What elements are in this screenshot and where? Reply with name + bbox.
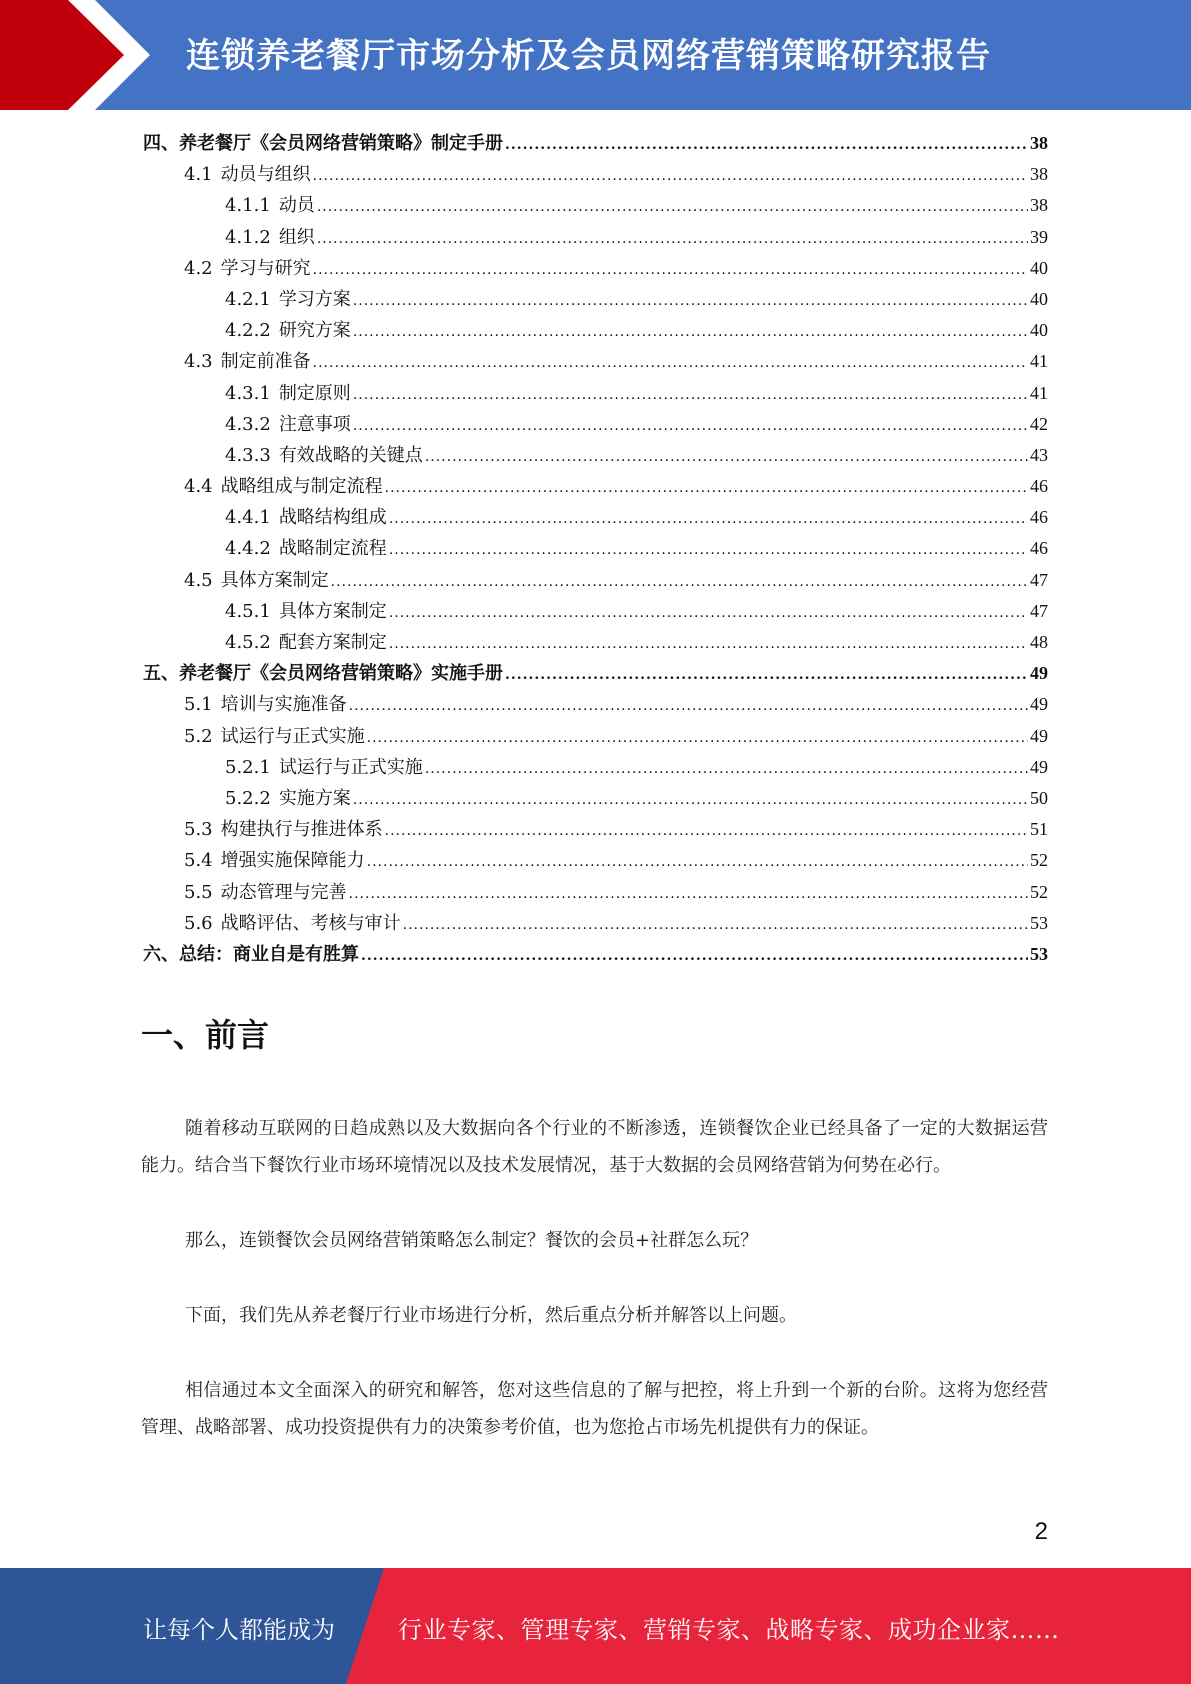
footer-slogan-left: 让每个人都能成为 [143,1616,335,1644]
toc-entry[interactable] [143,533,1048,564]
toc-entry-title: 制定原则 [278,382,351,404]
toc-entry-page: 49 [1030,756,1048,777]
toc-entry-title: 具体方案制定 [220,569,329,591]
toc-entry[interactable] [143,627,1048,658]
toc-entry[interactable] [143,565,1048,596]
toc-dot-leader [385,473,1028,504]
toc-entry-title: 战略评估、考核与审计 [220,912,401,934]
toc-entry-title: 试运行与正式实施 [278,756,423,778]
section-body [141,1110,1048,1484]
toc-entry-page: 53 [1030,912,1048,933]
toc-entry-page: 46 [1030,476,1048,497]
toc-dot-leader [313,161,1028,192]
toc-entry-number: 4.2.2 [225,320,271,342]
toc-dot-leader [425,754,1028,785]
toc-entry-number: 4.1.2 [225,226,271,248]
toc-entry-title: 试运行与正式实施 [220,725,365,747]
toc-entry-page: 40 [1030,320,1048,341]
toc-entry[interactable] [143,284,1048,315]
toc-dot-leader [505,130,1028,161]
toc-dot-leader [389,535,1028,566]
toc-entry-title: 组织 [278,226,315,248]
toc-entry-title: 培训与实施准备 [220,694,347,716]
toc-entry[interactable] [143,502,1048,533]
toc-entry[interactable] [143,721,1048,752]
toc-entry[interactable] [143,939,1048,970]
toc-entry-number: 4.3.2 [225,413,271,435]
toc-dot-leader [353,785,1028,816]
toc-entry-title: 学习方案 [278,288,351,310]
toc-entry-page: 38 [1030,133,1048,153]
toc-entry-page: 47 [1030,569,1048,590]
toc-entry-page: 42 [1030,413,1048,434]
toc-entry-number: 5.3 [184,819,213,841]
toc-entry-number: 5.1 [184,694,213,716]
toc-entry-page: 38 [1030,164,1048,185]
toc-dot-leader [349,879,1028,910]
toc-entry-page: 39 [1030,226,1048,247]
toc-entry-number: 4.3 [184,351,213,373]
toc-entry[interactable] [143,814,1048,845]
toc-entry[interactable] [143,596,1048,627]
header-banner [0,0,1191,110]
toc-entry[interactable] [143,190,1048,221]
toc-entry-number: 4.4.2 [225,538,271,560]
toc-entry-number: 5.5 [184,881,213,903]
toc-entry-title: 构建执行与推进体系 [220,819,383,841]
toc-entry-number: 4.2.1 [225,288,271,310]
toc-entry-page: 47 [1030,600,1048,621]
toc-entry[interactable] [143,315,1048,346]
toc-entry-page: 38 [1030,195,1048,216]
toc-dot-leader [403,910,1028,941]
paragraph: 相信通过本文全面深入的研究和解答，您对这些信息的了解与把控，将上升到一个新的台阶。这将为您经营管理、战略部署、成功投资提供有力的决策参考价值，也为您抢占市场先机提供有力的保证。 [141,1380,1048,1438]
toc-dot-leader [317,224,1028,255]
toc-entry-title: 动员 [278,195,315,217]
toc-entry-page: 46 [1030,507,1048,528]
toc-entry[interactable] [143,471,1048,502]
toc-dot-leader [385,816,1028,847]
toc-entry-number: 5.2.2 [225,787,271,809]
toc-entry-title: 战略制定流程 [278,538,387,560]
toc-entry-number: 4.1.1 [225,195,271,217]
toc-entry[interactable] [143,752,1048,783]
toc-entry[interactable] [143,658,1048,689]
toc-dot-leader [331,567,1028,598]
toc-entry[interactable] [143,253,1048,284]
toc-entry-page: 53 [1030,943,1048,964]
toc-entry-page: 41 [1030,351,1048,372]
toc-entry-number: 4.4.1 [225,507,271,529]
toc-entry[interactable] [143,378,1048,409]
toc-entry[interactable] [143,128,1048,159]
toc-entry[interactable] [143,409,1048,440]
toc-entry-page: 48 [1030,632,1048,652]
toc-dot-leader [313,255,1028,286]
footer-slogan-right: 行业专家、管理专家、营销专家、战略专家、成功企业家…… [398,1616,1060,1644]
toc-entry-page: 49 [1030,694,1048,715]
toc-entry-page: 52 [1030,850,1048,871]
toc-entry[interactable] [143,845,1048,876]
toc-dot-leader [389,504,1028,535]
toc-entry-title: 实施方案 [278,787,351,809]
toc-entry-number: 4.5 [184,569,213,591]
toc-entry-number: 4.1 [184,164,213,186]
paragraph: 下面，我们先从养老餐厅行业市场进行分析，然后重点分析并解答以上问题。 [185,1305,797,1326]
toc-entry-title: 战略组成与制定流程 [220,476,383,498]
toc-dot-leader [353,317,1028,348]
toc-dot-leader [505,660,1028,691]
toc-entry-title: 动态管理与完善 [220,881,347,903]
toc-dot-leader [353,411,1028,442]
toc-entry-title: 增强实施保障能力 [220,850,365,872]
toc-dot-leader [361,941,1028,972]
section-heading: 一、前言 [141,1016,270,1054]
paragraph: 随着移动互联网的日趋成熟以及大数据向各个行业的不断渗透，连锁餐饮企业已经具备了一定的大数据运营能力。结合当下餐饮行业市场环境情况以及技术发展情况，基于大数据的会员网络营销为何势在必行。 [141,1118,1048,1176]
toc-entry[interactable] [143,877,1048,908]
toc-dot-leader [367,847,1028,878]
toc-entry-number: 4.5.1 [225,600,271,622]
toc-entry[interactable] [143,222,1048,253]
toc-entry-number: 4.4 [184,476,213,498]
toc-entry-title: 注意事项 [278,413,351,435]
toc-dot-leader [367,723,1028,754]
toc-entry-number: 5.4 [184,850,213,872]
toc-entry-page: 51 [1030,819,1048,840]
toc-entry-page: 49 [1030,663,1048,684]
toc-entry[interactable] [143,346,1048,377]
toc-dot-leader [349,691,1028,722]
toc-entry[interactable] [143,908,1048,939]
toc-entry-title: 学习与研究 [220,257,311,279]
toc-entry-page: 41 [1030,382,1048,403]
toc-entry-number: 4.2 [184,257,213,279]
toc-dot-leader [313,348,1028,379]
page-number: 2 [1034,1518,1048,1545]
toc-entry-title: 六、总结：商业自是有胜算 [143,943,359,965]
toc-entry-title: 五、养老餐厅《会员网络营销策略》实施手册 [143,663,503,685]
toc-entry-title: 动员与组织 [220,164,311,186]
toc-entry-page: 43 [1030,444,1048,465]
toc-entry-number: 4.5.2 [225,632,271,653]
toc-entry-title: 有效战略的关键点 [278,444,423,466]
toc-entry-title: 研究方案 [278,320,351,342]
toc-entry[interactable] [143,159,1048,190]
toc-entry-number: 5.2.1 [225,756,271,778]
toc-entry-page: 46 [1030,538,1048,559]
toc-entry-number: 4.3.3 [225,444,271,466]
toc-entry-title: 四、养老餐厅《会员网络营销策略》制定手册 [143,133,503,154]
toc-dot-leader [389,629,1028,660]
toc-entry-number: 5.6 [184,912,213,934]
toc-dot-leader [317,192,1028,223]
toc-dot-leader [425,442,1028,473]
toc-dot-leader [353,380,1028,411]
table-of-contents [143,128,1048,970]
toc-entry-title: 具体方案制定 [278,600,387,622]
toc-dot-leader [389,598,1028,629]
report-title: 连锁养老餐厅市场分析及会员网络营销策略研究报告 [186,36,991,76]
toc-entry-number: 5.2 [184,725,213,747]
toc-entry-page: 49 [1030,725,1048,746]
toc-entry-page: 40 [1030,288,1048,309]
toc-dot-leader [353,286,1028,317]
footer-banner [0,1568,1191,1684]
toc-entry-page: 40 [1030,257,1048,278]
toc-entry-title: 制定前准备 [220,351,311,373]
toc-entry[interactable] [143,689,1048,720]
toc-entry[interactable] [143,440,1048,471]
toc-entry-number: 4.3.1 [225,382,271,404]
toc-entry-title: 战略结构组成 [278,507,387,529]
toc-entry-page: 50 [1030,787,1048,808]
toc-entry-title: 配套方案制定 [278,632,387,653]
paragraph: 那么，连锁餐饮会员网络营销策略怎么制定？餐饮的会员+社群怎么玩？ [185,1230,759,1251]
toc-entry[interactable] [143,783,1048,814]
toc-entry-page: 52 [1030,881,1048,902]
